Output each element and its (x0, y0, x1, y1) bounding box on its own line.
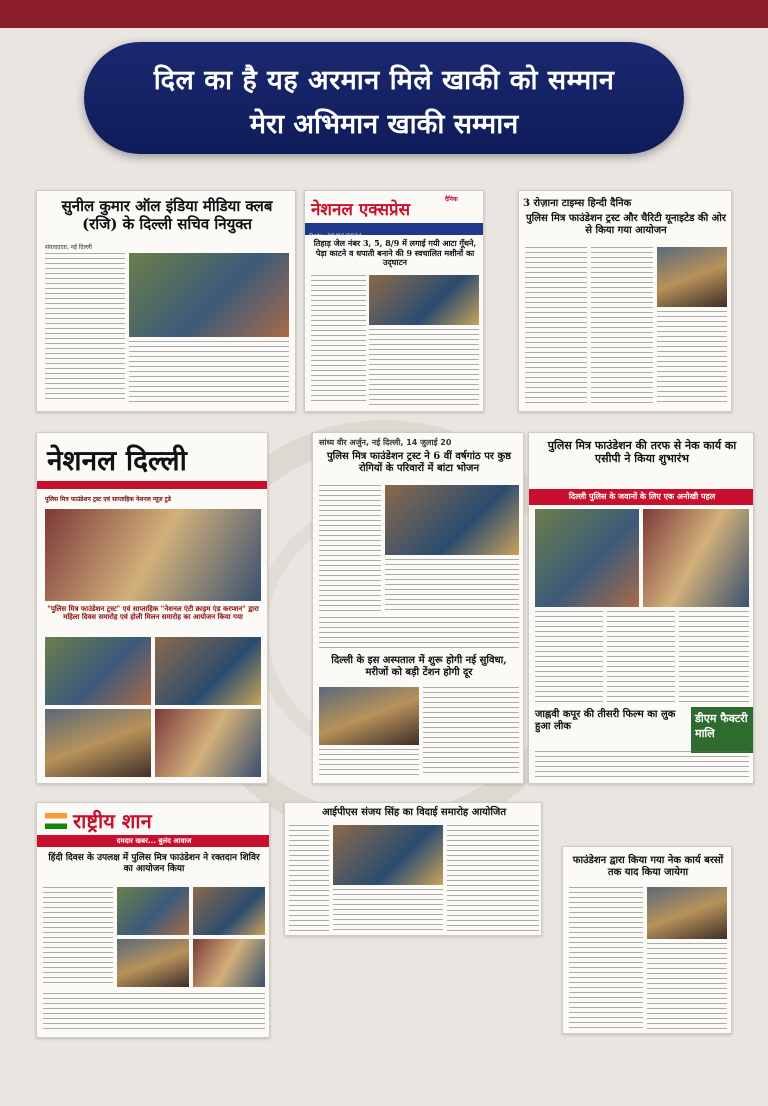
clip-6-text-bottom (535, 751, 749, 779)
clip-1-text-bottom (129, 341, 289, 403)
clip-5-text-col-c (423, 687, 519, 777)
clip-5-headline: पुलिस मित्र फाउंडेशन ट्रस्ट ने 6 वीं वर्षगांठ पर कुष्ठ रोगियों के परिवारों में बांटा भोजन (326, 451, 512, 474)
clip-4-masthead: नेशनल दिल्ली (47, 444, 187, 477)
clip-3-text-col-a (525, 247, 587, 405)
clip-1-byline: संवाददाता, नई दिल्ली (45, 244, 92, 251)
clip-9-text-col-b (647, 943, 727, 1029)
clip-6-text-col-c (679, 611, 749, 703)
clip-3-text-col-b (591, 247, 653, 405)
clip-7-tag: दमदार खबर... बुलंद आवाज (37, 835, 270, 847)
clip-6-photo-1 (535, 509, 639, 607)
news-clip-4 (36, 432, 268, 784)
clip-1-text-col (45, 253, 125, 403)
clip-4-headline: "पुलिस मित्र फाउंडेशन ट्रस्ट" एवं साप्ताहिक "नेशनल एंटी क्राइम एंड करप्शन" द्वारा महिला दिवस समारोह एवं होली मिलन समारोह का आयोजन किया गया (47, 604, 259, 622)
clip-4-photo-grid-3 (45, 709, 151, 777)
clip-2-masthead: नेशनल एक्सप्रेस (311, 200, 411, 220)
clip-6-photo-2 (643, 509, 749, 607)
clip-3-headline: पुलिस मित्र फाउंडेशन ट्रस्ट और चैरिटी यूनाइटेड की ओर से किया गया आयोजन (525, 213, 726, 236)
clip-1-photo (129, 253, 289, 337)
clip-6-headline-2: जाह्नवी कपूर की तीसरी फिल्म का लुक हुआ लीक (535, 709, 676, 732)
clip-5-text-col-d (319, 749, 419, 777)
clip-4-photo-grid-4 (155, 709, 261, 777)
news-clip-9 (562, 846, 732, 1034)
clip-3-photo (657, 247, 727, 307)
clip-8-text-col-b (333, 889, 443, 931)
clip-2-text-col-a (311, 275, 366, 405)
clip-6-ad (691, 707, 754, 753)
clip-5-text-wide (319, 617, 519, 651)
clip-5-text-col-b (385, 559, 519, 613)
news-clip-1 (36, 190, 296, 412)
clip-4-photo-grid-2 (155, 637, 261, 705)
top-band (0, 0, 768, 28)
clip-7-flag (45, 813, 67, 829)
clip-2-tag: दैनिक (445, 196, 458, 203)
news-clip-8 (284, 802, 542, 936)
clip-4-photo-top (45, 509, 261, 601)
clip-9-text-col-a (569, 887, 643, 1029)
news-clip-5 (312, 432, 524, 784)
clip-2-text-col-b (369, 329, 479, 405)
clip-3-text-col-c (657, 311, 727, 405)
clip-2-dateline-bar (305, 223, 484, 240)
clip-5-dateline: सांध्य वीर अर्जुन, नई दिल्ली, 14 जुलाई 20 (319, 438, 452, 447)
title-banner (84, 42, 684, 154)
clip-6-text-col-b (607, 611, 675, 703)
clip-5-photo (385, 485, 519, 555)
clip-9-photo (647, 887, 727, 939)
clip-7-text-col (43, 887, 113, 987)
clip-4-photo-grid-1 (45, 637, 151, 705)
clip-7-text-bottom (43, 993, 265, 1033)
clip-2-headline: तिहाड़ जेल नंबर 3, 5, 8/9 में लगाई गयी आटा गूँथने, पेड़ा काटने व धपाती बनाने की 9 स्वचालित मशीनों का उद्‌घाटन (313, 238, 477, 268)
clip-7-masthead: राष्ट्रीय शान (73, 809, 152, 833)
news-clip-7 (36, 802, 270, 1038)
clip-9-headline: फाउंडेशन द्वारा किया गया नेक कार्य बरसों तक याद किया जायेगा (572, 855, 724, 878)
banner-line-1: दिल का है यह अरमान मिले खाकी को सम्मान (153, 65, 615, 96)
clip-5-headline-2: दिल्ली के इस अस्पताल में शुरू होगी नई सुविधा, मरीजों को बड़ी टेंशन होगी दूर (331, 655, 507, 678)
clip-7-photo-1 (117, 887, 189, 935)
clip-4-sub: पुलिस मित्र फाउंडेशन ट्रस्ट एवं साप्ताहिक नेशनल न्यूज़ टुडे (45, 496, 171, 503)
clip-8-photo (333, 825, 443, 885)
clip-8-text-col-c (447, 825, 539, 931)
banner-line-2: मेरा अभिमान खाकी सम्मान (249, 109, 519, 140)
news-clip-2 (304, 190, 484, 412)
clip-6-text-col-a (535, 611, 603, 703)
clip-7-headline: हिंदी दिवस के उपलक्ष में पुलिस मित्र फाउंडेशन ने रक्तदान शिविर का आयोजन किया (48, 853, 260, 874)
clip-6-headline: पुलिस मित्र फाउंडेशन की तरफ से नेक कार्य का एसीपी ने किया शुभारंभ (547, 439, 737, 466)
clip-5-text-col-a (319, 485, 381, 613)
clip-7-photo-3 (117, 939, 189, 987)
clip-7-photo-2 (193, 887, 265, 935)
clip-2-dateline: Date: 29/06/2024 (309, 233, 362, 240)
news-clip-6 (528, 432, 754, 784)
clip-2-photo (369, 275, 479, 325)
clip-1-headline: सुनील कुमार ऑल इंडिया मीडिया क्लब (रजि) के दिल्ली सचिव नियुक्त (61, 197, 273, 233)
clip-6-redbar: दिल्ली पुलिस के जवानों के लिए एक अनोखी पहल (529, 489, 754, 505)
clip-5-photo-2 (319, 687, 419, 745)
clip-8-headline: आईपीएस संजय सिंह का विदाई समारोह आयोजित (321, 807, 507, 818)
news-clip-3 (518, 190, 732, 412)
clip-3-masthead: 3 रोज़ाना टाइम्स हिन्दी दैनिक (523, 198, 632, 209)
clip-4-red-rule (37, 481, 268, 489)
clip-6-ad-text: डीएम फैक्टरी मालि (695, 712, 748, 740)
clip-7-photo-4 (193, 939, 265, 987)
clip-8-text-col-a (289, 825, 329, 931)
